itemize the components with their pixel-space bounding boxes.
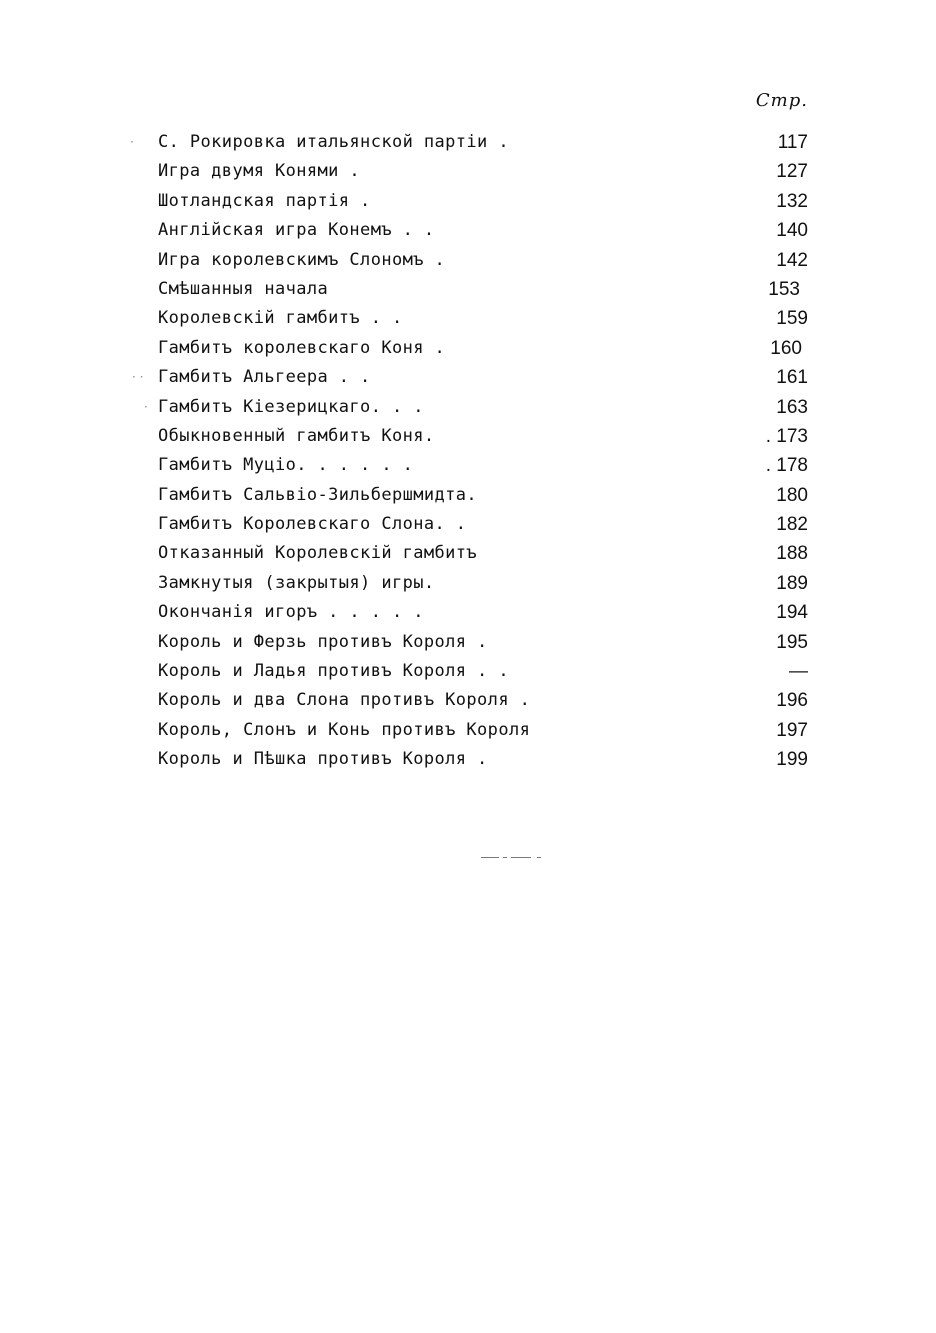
toc-row: [158, 716, 808, 745]
toc-entry-title: Англійская игра Конемъ . .: [158, 220, 435, 241]
toc-row: [158, 745, 808, 774]
toc-entry-page: 182: [776, 514, 808, 536]
toc-entry-page: 117: [777, 132, 808, 153]
toc-row: [158, 157, 808, 186]
toc-entry-title: Замкнутыя (закрытыя) игры.: [158, 572, 435, 593]
toc-entry-page: 197: [776, 719, 808, 741]
toc-entry-title: Обыкновенный гамбитъ Коня.: [158, 425, 435, 446]
toc-entry-page: 196: [776, 690, 808, 712]
toc-row: [158, 598, 808, 627]
toc-entry-page: 127: [776, 161, 808, 183]
toc-row: [132, 363, 808, 392]
toc-row: [158, 304, 808, 333]
toc-entry-page: 194: [776, 602, 808, 624]
toc-entry-title: С. Рокировка итальянской партіи .: [158, 132, 509, 152]
toc-entry-page: 180: [776, 484, 808, 506]
toc-entry-page: 199: [776, 749, 808, 771]
toc-entry-page: . 173: [765, 425, 808, 447]
toc-row: [158, 481, 808, 510]
toc-entry-title: Гамбитъ Альгеера . .: [158, 367, 371, 388]
toc-entry-page: 189: [776, 572, 808, 594]
toc-row: [130, 128, 808, 157]
toc-row: [158, 275, 808, 304]
page-column-label: Стр.: [755, 90, 808, 111]
toc-row: [158, 510, 808, 539]
margin-mark: · ·: [132, 370, 144, 385]
toc-row: [158, 422, 808, 451]
toc-entry-title: Окончанія игоръ . . . . .: [158, 602, 424, 623]
toc-entry-title: Король и Ладья противъ Короля . .: [158, 661, 509, 682]
toc-row: [158, 246, 808, 275]
toc-entry-page: 153: [768, 278, 800, 300]
toc-entry-title: Гамбитъ Кіезерицкаго. . .: [158, 396, 424, 417]
margin-mark: ·: [144, 399, 148, 414]
toc-row: [144, 393, 808, 422]
toc-entry-title: Игра двумя Конями .: [158, 161, 361, 182]
end-ornament: [481, 856, 541, 859]
toc-row: [158, 569, 808, 598]
toc-entry-page: —: [789, 661, 808, 683]
toc-row: [158, 451, 808, 480]
toc-entry-page: 159: [776, 308, 808, 330]
toc-row: [158, 628, 808, 657]
toc-entry-page: 161: [776, 367, 808, 389]
toc-entry-title: Король и Ферзь противъ Короля .: [158, 631, 488, 652]
toc-entry-page: 140: [776, 220, 808, 242]
toc-entry-title: Игра королевскимъ Слономъ .: [158, 249, 446, 270]
toc-entry-title: Королевскій гамбитъ . .: [158, 308, 403, 329]
toc-row: [158, 686, 808, 715]
toc-entry-title: Шотландская партія .: [158, 190, 371, 211]
toc-entry-page: 163: [776, 396, 808, 418]
toc-row: [158, 539, 808, 568]
toc-entry-page: . 178: [765, 455, 808, 477]
toc-entry-title: Король, Слонъ и Конь противъ Короля: [158, 719, 531, 740]
toc-entry-title: Король и Пѣшка противъ Короля .: [158, 749, 488, 770]
toc-entry-title: Гамбитъ Сальвіо-Зильбершмидта.: [158, 484, 478, 505]
margin-mark: ·: [130, 135, 134, 149]
toc-entry-title: Отказанный Королевскій гамбитъ: [158, 543, 478, 564]
toc-entry-page: 132: [776, 190, 808, 212]
toc-row: [158, 334, 808, 363]
toc-entry-page: 142: [776, 249, 808, 271]
toc-entry-page: 195: [776, 631, 808, 653]
toc-row: [158, 657, 808, 686]
toc-row: [158, 187, 808, 216]
toc-entry-page: 188: [776, 543, 808, 565]
toc-row: [158, 216, 808, 245]
toc-entry-title: Гамбитъ Муціо. . . . . .: [158, 455, 414, 476]
toc-entry-title: Смѣшанныя начала: [158, 278, 329, 299]
toc-entry-title: Король и два Слона противъ Короля .: [158, 690, 531, 711]
toc-entry-title: Гамбитъ королевскаго Коня .: [158, 337, 446, 358]
table-of-contents: [130, 128, 808, 775]
toc-entry-title: Гамбитъ Королевскаго Слона. .: [158, 514, 467, 535]
toc-entry-page: 160: [770, 337, 802, 359]
